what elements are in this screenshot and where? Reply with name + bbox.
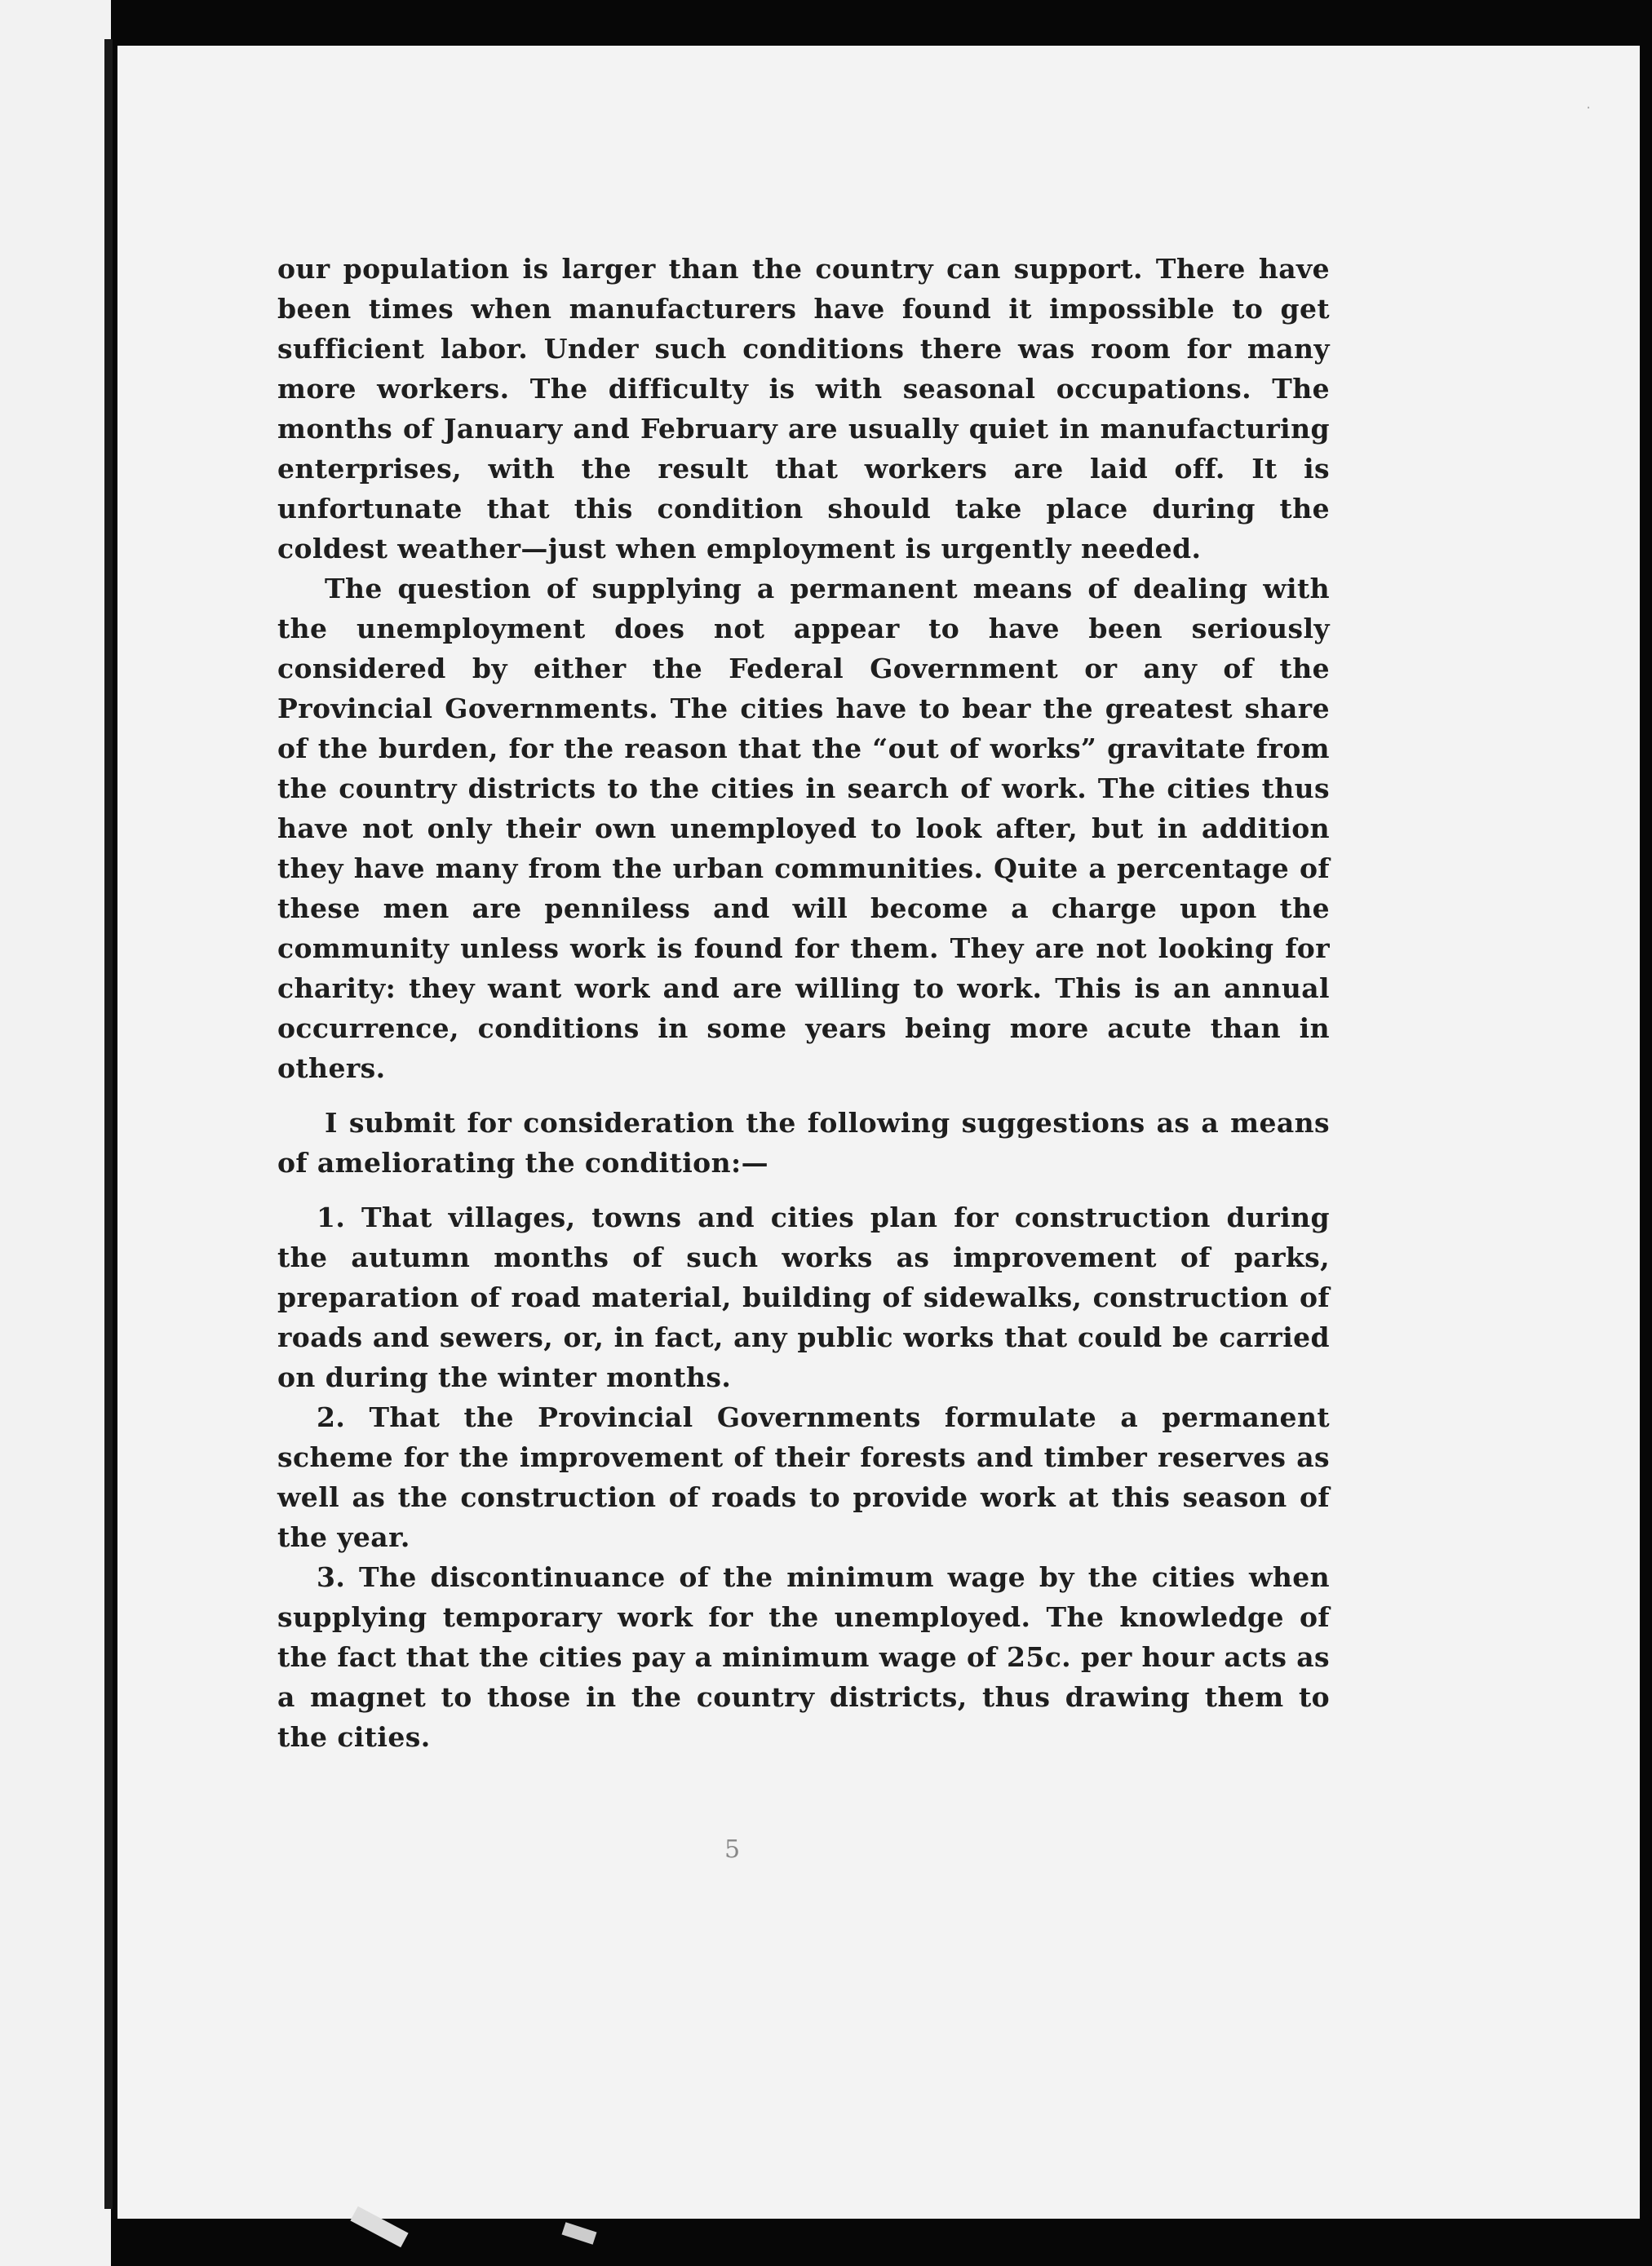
corner-mark: · [1586, 100, 1591, 117]
suggestion-item-2: 2. That the Provincial Governments formulate a permanent scheme for the improvement of their forests and timber reserves as well as the construction of roads to provide work at this season of the year. [277, 1401, 1330, 1553]
paragraph-2: The question of supplying a permanent means of dealing with the unemployment does not appear to have been seriously considered by either the Federal Government or any of the Provincial Governments. The cities have to bear the greatest share of the burden, for the reason that the “out of works” gravitate from the country districts to the cities in search of work. The cities thus have not only their own unemployed to look after, but in addition they have many from the urban communities. Quite a percentage of these men are penniless and will become a charge upon the community unless work is found for them. They are not looking for charity: they want work and are willing to work. This is an annual occurrence, conditions in some years being more acute than in others. [277, 573, 1330, 1084]
film-scrap [562, 2222, 597, 2245]
body-text [277, 249, 1330, 1757]
paragraph-3: I submit for consideration the following suggestions as a means of ameliorating the condition:— [277, 1107, 1330, 1179]
page-number: 5 [724, 1835, 741, 1864]
suggestion-item-1: 1. That villages, towns and cities plan for construction during the autumn months of such works as improvement of parks, preparation of road material, building of sidewalks, construction of roads and sewers, or, in fact, any public works that could be carried on during the winter months. [277, 1202, 1330, 1393]
suggestion-item-3: 3. The discontinuance of the minimum wage by the cities when supplying temporary work for the unemployed. The knowledge of the fact that the cities pay a minimum wage of 25c. per hour acts as a magnet to those in the country districts, thus drawing them to the cities. [277, 1561, 1330, 1753]
left-binding-line [104, 39, 113, 2209]
left-film-margin [0, 0, 111, 2266]
paragraph-1: our population is larger than the country can support. There have been times when manufacturers have found it impossible to get sufficient labor. Under such conditions there was room for many more workers. The difficulty is with seasonal occupations. The months of January and February are usually quiet in manufacturing enterprises, with the result that workers are laid off. It is unfortunate that this condition should take place during the coldest weather—just when employment is urgently needed. [277, 253, 1330, 564]
